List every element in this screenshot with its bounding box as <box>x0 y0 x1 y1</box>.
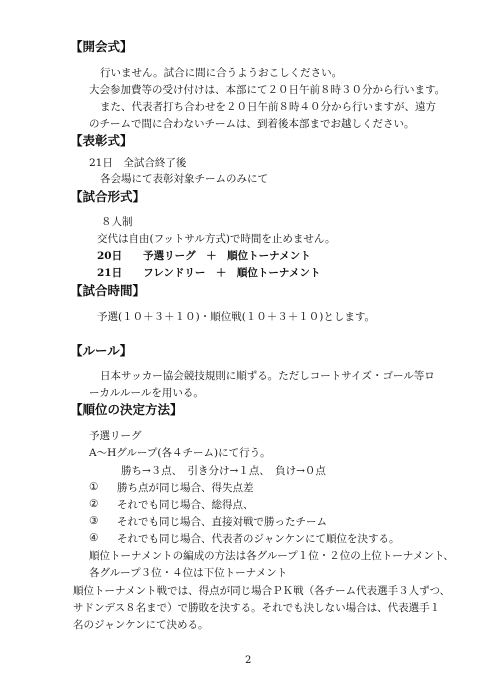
format-line-4: 21日 フレンドリー ＋ 順位トーナメント <box>97 267 321 279</box>
ranking-intro-3: 勝ち→３点、 引き分け→１点、 負け→０点 <box>121 465 326 477</box>
ranking-tail-3: 順位トーナメント戦では、得点が同じ場合ＰＫ戦（各チーム代表選手３人ずつ、 <box>73 585 451 597</box>
awards-line-2: 各会場にて表彰対象チームのみにて <box>100 173 268 185</box>
criteria-text-2: それでも同じ場合、総得点、 <box>117 499 254 511</box>
section-heading-opening: 【開会式】 <box>70 39 133 54</box>
opening-line-2: 大会参加費等の受け付けは、本部にて２０日午前８時３０分から行います。 <box>89 84 446 96</box>
criteria-marker-1: ① <box>89 481 99 493</box>
opening-line-4: のチームで間に合わないチームは、到着後本部までお越しください。 <box>89 118 415 130</box>
opening-line-3: また、代表者打ち合わせを２０日午前８時４０分から行いますが、遠方 <box>100 101 436 113</box>
criteria-text-4: それでも同じ場合、代表者のジャンケンにて順位を決する。 <box>117 533 400 545</box>
format-line-3: 20日 予選リーグ ＋ 順位トーナメント <box>97 250 311 262</box>
format-line-1: ８人制 <box>101 216 133 228</box>
time-line-1: 予選(１０＋３＋１０)・順位戦(１０＋３＋１０)とします。 <box>97 311 376 323</box>
ranking-intro-2: A～Hグループ(各４チーム)にて行う。 <box>89 447 271 459</box>
ranking-tail-2: 各グループ３位・４位は下位トーナメント <box>89 567 288 579</box>
ranking-tail-1: 順位トーナメントの編成の方法は各グループ１位・２位の上位トーナメント、 <box>89 550 454 562</box>
section-heading-time: 【試合時間】 <box>70 283 146 298</box>
ranking-tail-5: 名のジャンケンにて決める。 <box>73 619 209 631</box>
criteria-marker-3: ③ <box>89 515 99 527</box>
rules-line-1: 日本サッカー協会競技規則に順ずる。ただしコートサイズ・ゴール等ロ <box>100 370 435 382</box>
format-line-2: 交代は自由(フットサル方式)で時間を止めません。 <box>97 233 336 245</box>
page-number: 2 <box>245 655 252 666</box>
ranking-intro-1: 予選リーグ <box>89 430 142 442</box>
criteria-marker-4: ④ <box>89 532 99 544</box>
section-heading-format: 【試合形式】 <box>70 189 146 204</box>
section-heading-awards: 【表彰式】 <box>70 133 133 148</box>
criteria-marker-2: ② <box>89 498 99 510</box>
rules-line-2: ーカルルールを用いる。 <box>89 387 204 399</box>
ranking-tail-4: サドンデス８名まで）で勝敗を決する。それでも決しない場合は、代表選手１ <box>73 602 441 614</box>
opening-line-1: 行いません。試合に間に合うようおこしください。 <box>100 67 343 79</box>
criteria-text-3: それでも同じ場合、直接対戦で勝ったチーム <box>117 516 327 528</box>
criteria-text-1: 勝ち点が同じ場合、得失点差 <box>117 482 254 494</box>
section-heading-ranking: 【順位の決定方法】 <box>70 402 183 417</box>
section-heading-rules: 【ルール】 <box>70 343 133 358</box>
awards-line-1: 21日 全試合終了後 <box>89 157 187 169</box>
